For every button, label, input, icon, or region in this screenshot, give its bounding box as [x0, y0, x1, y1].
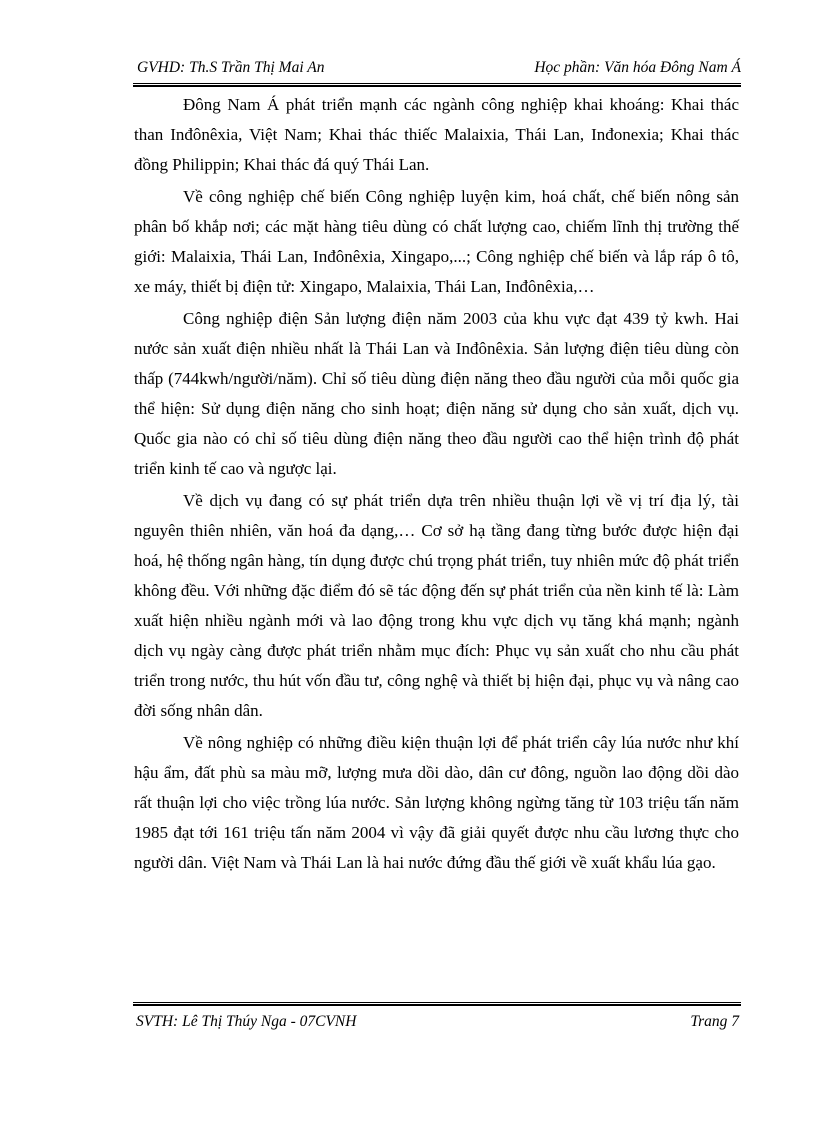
header-course: Học phần: Văn hóa Đông Nam Á [534, 59, 741, 76]
page-number: Trang 7 [690, 1013, 739, 1030]
header-instructor: GVHD: Th.S Trần Thị Mai An [137, 59, 325, 76]
footer-divider [133, 1002, 741, 1006]
page-header [133, 57, 741, 83]
footer-student: SVTH: Lê Thị Thúy Nga - 07CVNH [136, 1013, 357, 1030]
page-footer [133, 1013, 741, 1037]
paragraph-processing-industry: Về công nghiệp chế biến Công nghiệp luyện kim, hoá chất, chế biến nông sản phân bố khắp nơi; các mặt hàng tiêu dùng có chất lượng cao, chiếm lĩnh thị trường thế giới: Malaixia, Thái Lan, Inđônêxia, Xingapo,...; Công nghiệp chế biến và lắp ráp ô tô, xe máy, thiết bị điện tử: Xingapo, Malaixia, Thái Lan, Inđônêxia,… [134, 187, 739, 296]
paragraph-services: Về dịch vụ đang có sự phát triển dựa trên nhiều thuận lợi về vị trí địa lý, tài nguyên thiên nhiên, văn hoá đa dạng,… Cơ sở hạ tầng đang từng bước được hiện đại hoá, hệ thống ngân hàng, tín dụng được chú trọng phát triển, tuy nhiên mức độ phát triển không đều. Với những đặc điểm đó sẽ tác động đến sự phát triển của nền kinh tế là: Làm xuất hiện nhiều ngành mới và lao động trong khu vực dịch vụ tăng khá mạnh; ngành dịch vụ ngày càng được phát triển nhằm mục đích: Phục vụ sản xuất cho nhu cầu phát triển trong nước, thu hút vốn đầu tư, công nghệ và thiết bị hiện đại, phục vụ và nâng cao đời sống nhân dân. [134, 491, 739, 720]
header-divider [133, 83, 741, 87]
paragraph-electricity: Công nghiệp điện Sản lượng điện năm 2003 của khu vực đạt 439 tỷ kwh. Hai nước sản xuất điện nhiều nhất là Thái Lan và Inđônêxia. Sản lượng điện tiêu dùng còn thấp (744kwh/người/năm). Chỉ số tiêu dùng điện năng theo đầu người của mỗi quốc gia thể hiện: Sử dụng điện năng cho sinh hoạt; điện năng sử dụng cho sản xuất, dịch vụ. Quốc gia nào có chỉ số tiêu dùng điện năng theo đầu người cao thể hiện trình độ phát triển kinh tế cao và ngược lại. [134, 309, 739, 478]
body-text [134, 90, 739, 880]
paragraph-agriculture: Về nông nghiệp có những điều kiện thuận lợi để phát triển cây lúa nước như khí hậu ẩm, đất phù sa màu mỡ, lượng mưa dồi dào, dân cư đông, nguồn lao động dồi dào rất thuận lợi cho việc trồng lúa nước. Sản lượng không ngừng tăng từ 103 triệu tấn năm 1985 đạt tới 161 triệu tấn năm 2004 vì vậy đã giải quyết được nhu cầu lương thực cho người dân. Việt Nam và Thái Lan là hai nước đứng đầu thế giới về xuất khẩu lúa gạo. [134, 733, 739, 872]
paragraph-mining: Đông Nam Á phát triển mạnh các ngành công nghiệp khai khoáng: Khai thác than Inđônêxia, Việt Nam; Khai thác thiếc Malaixia, Thái Lan, Inđonexia; Khai thác đồng Philippin; Khai thác đá quý Thái Lan. [134, 95, 739, 174]
